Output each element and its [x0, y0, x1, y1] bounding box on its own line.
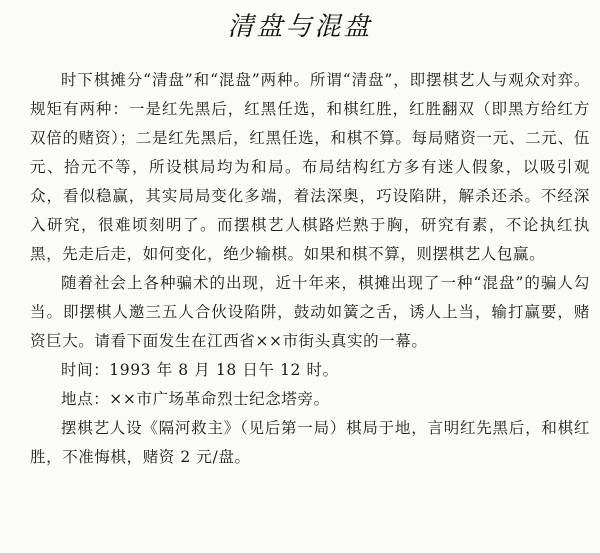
- paragraph-clean-game: 时下棋摊分“清盘”和“混盘”两种。所谓“清盘”，即摆棋艺人与观众对弈。规矩有两种：一是红先黑后，红黑任选，和棋红胜，红胜翻双（即黑方给红方双倍的赌资）；二是红先黑后，红黑任选，和棋不算。每局赌资一元、二元、伍元、拾元不等，所设棋局均为和局。布局结构红方多有迷人假象，以吸引观众，看似稳赢，其实局局变化多端，着法深奥，巧设陷阱，解杀还杀。不经深入研究，很难顷刻明了。而摆棋艺人棋路烂熟于胸，研究有素，不论执红执黑，先走后走，如何变化，绝少输棋。如果和棋不算，则摆棋艺人包赢。: [30, 71, 590, 263]
- place-line: 地点：××市广场革命烈士纪念塔旁。: [61, 390, 330, 408]
- paragraph-setup: 摆棋艺人设《隔河救主》（见后第一局）棋局于地，言明红先黑后，和棋红胜，不准悔棋，赌资 2 元/盘。: [30, 419, 590, 466]
- article-body: [30, 66, 590, 472]
- page-title: 清盘与混盘: [227, 12, 373, 42]
- time-line: 时间：1993 年 8 月 18 日午 12 时。: [61, 361, 339, 379]
- paragraph-mixed-game: 随着社会上各种骗术的出现，近十年来，棋摊出现了一种“混盘”的骗人勾当。即摆棋人邀三五人合伙设陷阱，鼓动如簧之舌，诱人上当，输打赢要，赌资巨大。请看下面发生在江西省××市街头真实的一幕。: [30, 274, 590, 350]
